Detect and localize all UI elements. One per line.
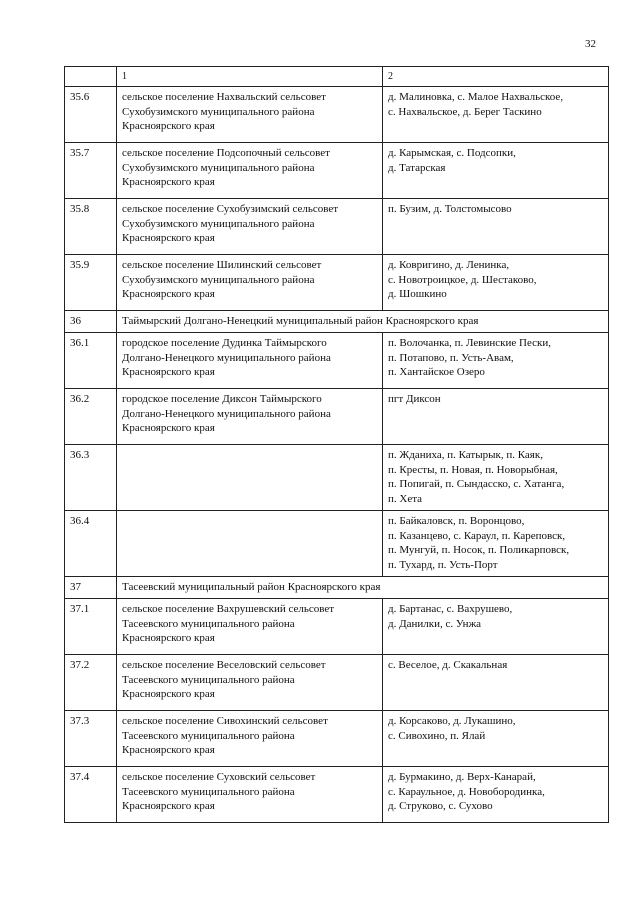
settlement-line: Тасеевского муниципального района xyxy=(122,729,295,742)
locality-line: с. Караульное, д. Новобородинка, xyxy=(388,785,545,798)
table-row xyxy=(65,199,609,255)
localities-cell xyxy=(383,445,609,511)
row-number: 35.8 xyxy=(65,199,117,255)
locality-line: д. Корсаково, д. Лукашино, xyxy=(388,715,516,727)
row-number: 37.3 xyxy=(65,711,117,767)
settlement-line: Сухобузимского муниципального района xyxy=(122,273,315,286)
table-row xyxy=(65,655,609,711)
locality-line: д. Бартанас, с. Вахрушево, xyxy=(388,603,513,615)
settlement-line: Красноярского края xyxy=(122,120,215,132)
settlement-cell xyxy=(117,767,383,823)
row-number: 36.1 xyxy=(65,333,117,389)
settlement-line: сельское поселение Шилинский сельсовет xyxy=(122,259,322,271)
row-number: 36.3 xyxy=(65,445,117,511)
table-row xyxy=(65,711,609,767)
locality-line: с. Веселое, д. Скакальная xyxy=(388,659,508,671)
settlement-cell xyxy=(117,143,383,199)
settlement-line: Красноярского края xyxy=(122,366,215,378)
localities-cell xyxy=(383,711,609,767)
table-row xyxy=(65,767,609,823)
settlement-line: сельское поселение Нахвальский сельсовет xyxy=(122,91,326,103)
row-number: 35.7 xyxy=(65,143,117,199)
settlement-line: сельское поселение Веселовский сельсовет xyxy=(122,659,326,671)
locality-line: п. Казанцево, с. Караул, п. Кареповск, xyxy=(388,529,566,542)
settlement-line: Красноярского края xyxy=(122,800,215,812)
settlement-line: Красноярского края xyxy=(122,232,215,244)
header-cell-localities: 2 xyxy=(383,67,609,87)
district-row xyxy=(65,577,609,599)
localities-cell xyxy=(383,767,609,823)
settlement-line: Сухобузимского муниципального района xyxy=(122,161,315,174)
settlement-line: Тасеевского муниципального района xyxy=(122,617,295,630)
locality-line: д. Бурмакино, д. Верх-Канарай, xyxy=(388,771,536,783)
locality-line: п. Хета xyxy=(388,492,423,505)
settlement-cell xyxy=(117,445,383,511)
settlement-line: сельское поселение Подсопочный сельсовет xyxy=(122,147,330,159)
table-header-row xyxy=(65,67,609,87)
locality-line: п. Тухард, п. Усть-Порт xyxy=(388,558,498,571)
row-number: 35.9 xyxy=(65,255,117,311)
page-number: 32 xyxy=(585,38,596,50)
settlement-cell xyxy=(117,599,383,655)
locality-line: д. Струково, с. Сухово xyxy=(388,800,493,812)
locality-line: д. Шошкино xyxy=(388,288,447,300)
locality-line: п. Бузим, д. Толстомысово xyxy=(388,203,512,215)
row-number: 36.2 xyxy=(65,389,117,445)
locality-line: п. Хантайское Озеро xyxy=(388,366,485,378)
table-body xyxy=(65,87,609,823)
settlement-cell xyxy=(117,255,383,311)
settlement-line: Сухобузимского муниципального района xyxy=(122,217,315,230)
table-row xyxy=(65,87,609,143)
locality-line: д. Карымская, с. Подсопки, xyxy=(388,147,516,159)
localities-cell xyxy=(383,511,609,577)
table-row xyxy=(65,445,609,511)
settlement-line: Красноярского края xyxy=(122,688,215,700)
settlements-table xyxy=(64,66,609,823)
settlement-line: Красноярского края xyxy=(122,744,215,756)
settlement-line: сельское поселение Сухобузимский сельсовет xyxy=(122,203,339,215)
localities-cell xyxy=(383,333,609,389)
settlement-line: городское поселение Дудинка Таймырского xyxy=(122,337,327,349)
locality-line: д. Малиновка, с. Малое Нахвальское, xyxy=(388,91,564,103)
row-number: 36.4 xyxy=(65,511,117,577)
settlement-cell xyxy=(117,389,383,445)
settlement-line: Сухобузимского муниципального района xyxy=(122,105,315,118)
locality-line: с. Нахвальское, д. Берег Таскино xyxy=(388,105,542,118)
row-number: 37.2 xyxy=(65,655,117,711)
locality-line: д. Ковригино, д. Ленинка, xyxy=(388,259,510,271)
header-cell-number xyxy=(65,67,117,87)
localities-cell xyxy=(383,599,609,655)
localities-cell xyxy=(383,199,609,255)
settlement-line: Красноярского края xyxy=(122,176,215,188)
localities-cell xyxy=(383,87,609,143)
settlement-line: Красноярского края xyxy=(122,632,215,644)
locality-line: п. Мунгуй, п. Носок, п. Поликарповск, xyxy=(388,544,570,556)
row-number: 35.6 xyxy=(65,87,117,143)
localities-cell xyxy=(383,655,609,711)
locality-line: п. Байкаловск, п. Воронцово, xyxy=(388,515,525,527)
table-row xyxy=(65,255,609,311)
table-row xyxy=(65,511,609,577)
table-row xyxy=(65,143,609,199)
locality-line: пгт Диксон xyxy=(388,393,441,405)
settlement-cell xyxy=(117,655,383,711)
district-title: Тасеевский муниципальный район Красноярского края xyxy=(117,577,609,599)
locality-line: с. Сивохино, п. Ялай xyxy=(388,729,486,742)
settlement-line: городское поселение Диксон Таймырского xyxy=(122,393,322,405)
settlement-cell xyxy=(117,199,383,255)
settlement-line: Тасеевского муниципального района xyxy=(122,673,295,686)
localities-cell xyxy=(383,389,609,445)
settlement-line: сельское поселение Суховский сельсовет xyxy=(122,771,316,783)
row-number: 37.4 xyxy=(65,767,117,823)
table-row xyxy=(65,333,609,389)
locality-line: п. Потапово, п. Усть-Авам, xyxy=(388,351,514,364)
localities-cell xyxy=(383,255,609,311)
settlement-line: Долгано-Ненецкого муниципального района xyxy=(122,351,331,364)
settlement-cell xyxy=(117,511,383,577)
settlement-cell xyxy=(117,711,383,767)
row-number: 36 xyxy=(65,311,117,333)
row-number: 37 xyxy=(65,577,117,599)
settlement-line: Тасеевского муниципального района xyxy=(122,785,295,798)
locality-line: п. Жданиха, п. Катырык, п. Каяк, xyxy=(388,449,543,461)
locality-line: п. Волочанка, п. Левинские Пески, xyxy=(388,337,551,349)
settlement-line: сельское поселение Сивохинский сельсовет xyxy=(122,715,328,727)
locality-line: п. Кресты, п. Новая, п. Новорыбная, xyxy=(388,463,558,476)
district-row xyxy=(65,311,609,333)
table-row xyxy=(65,389,609,445)
locality-line: д. Данилки, с. Унжа xyxy=(388,617,482,630)
settlement-line: Красноярского края xyxy=(122,288,215,300)
localities-cell xyxy=(383,143,609,199)
header-cell-settlement: 1 xyxy=(117,67,383,87)
district-title: Таймырский Долгано-Ненецкий муниципальный район Красноярского края xyxy=(117,311,609,333)
settlement-line: сельское поселение Вахрушевский сельсовет xyxy=(122,603,335,615)
locality-line: д. Татарская xyxy=(388,161,446,174)
locality-line: п. Попигай, п. Сындасско, с. Хатанга, xyxy=(388,478,565,490)
settlement-line: Красноярского края xyxy=(122,422,215,434)
settlement-cell xyxy=(117,87,383,143)
settlement-line: Долгано-Ненецкого муниципального района xyxy=(122,407,331,420)
settlement-cell xyxy=(117,333,383,389)
table-row xyxy=(65,599,609,655)
row-number: 37.1 xyxy=(65,599,117,655)
locality-line: с. Новотроицкое, д. Шестаково, xyxy=(388,273,537,286)
